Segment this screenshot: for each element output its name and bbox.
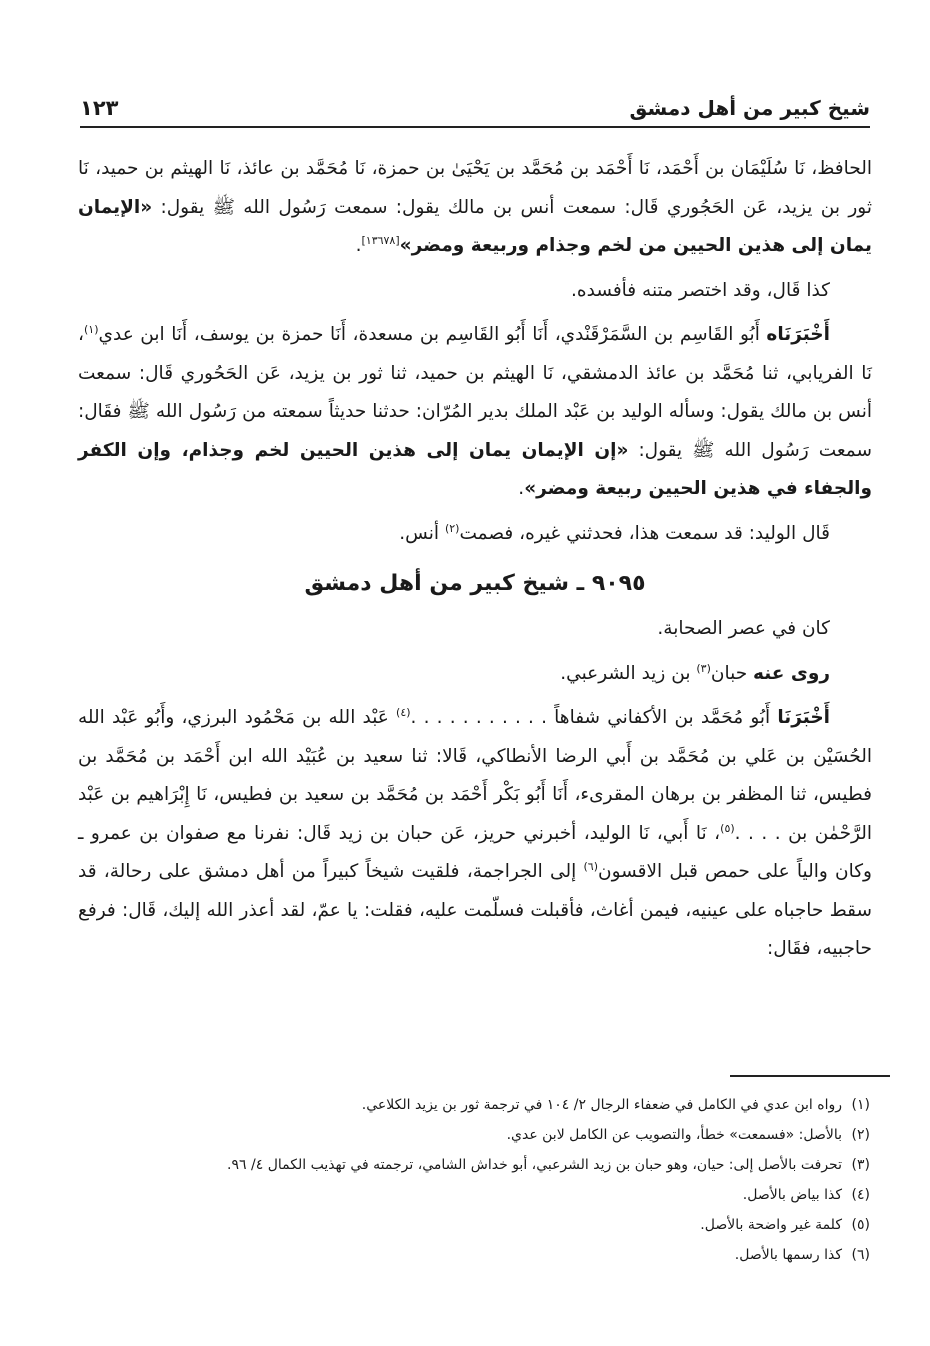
paragraph-6-text-b: بن زيد الشرعبي. (560, 662, 691, 684)
footnote-item (80, 1180, 870, 1210)
footnote-ref-2[interactable]: (٢) (444, 521, 460, 535)
paragraph-7-text-c: ، نَا أَبي، نَا الوليد، أخبرني حريز، عَن حبان بن زيد قَال: نفرنا مع صفوان بن عمرو ـ وكان والياً على حمص قبل الاقسون (78, 822, 872, 882)
footnote-number: (٣) (851, 1157, 870, 1173)
paragraph-7-text-b: عَبْد الله بن مَحْمُود البرزي، وأَبُو عَبْد الله الحُسَيْن بن عَلي بن مُحَمَّد بن أَبي الرضا الأنطاكي، قَالا: ثنا سعيد بن عُبَيْد الله ابن أَحْمَد بن مُحَمَّد بن فطيس، ثنا المظفر بن برهان المقرىء، أَنَا أَبُو بَكْر أَحْمَد بن مُحَمَّد بن سعيد بن فطيس، نَا إِبْرَاهيم بن عَبْد الرَّحْمٰن بن . . . . (78, 707, 872, 844)
footnote-item (80, 1150, 870, 1180)
section-heading: ٩٠٩٥ ـ شيخ كبير من أهل دمشق (304, 571, 646, 596)
paragraph-3-text-a: أَبُو القَاسِم بن السَّمَرْقَنْدي، أَنَا أَبُو القَاسِم بن مسعدة، أَنَا حمزة بن يوسف، أَنَا ابن عدي (98, 324, 760, 345)
footnote-number: (٥) (851, 1217, 870, 1233)
paragraph-2: كذا قَال، وقد اختصر متنه فأفسده. (571, 279, 830, 301)
footnote-ref-4[interactable]: (٤) (396, 705, 411, 719)
footnote-text: كذا بياض بالأصل. (742, 1187, 842, 1203)
hadith-quote-2: «إن الإيمان يمان إلى هذين الحيين لخم وجذام، وإن الكفر والجفاء في هذين الحيين ربيعة ومضر» (78, 439, 872, 499)
paragraph-6-text-a: حبان (710, 662, 748, 684)
paragraph-4-text-b: أنس. (399, 522, 440, 544)
hadith-quote-1: «الإيمان يمان إلى هذين الحيين من لخم وجذام وربيعة ومضر» (78, 196, 872, 256)
paragraph-4 (78, 515, 872, 554)
footnote-separator (730, 1075, 890, 1077)
footnote-text: كلمة غير واضحة بالأصل. (700, 1217, 842, 1233)
footnote-ref-5[interactable]: (٥) (720, 821, 735, 835)
footnote-item (80, 1120, 870, 1150)
footnote-text: تحرفت بالأصل إلى: حيان، وهو حبان بن زيد الشرعبي، أبو خداش الشامي، ترجمته في تهذيب الكمال ٤/ ٩٦. (227, 1157, 842, 1173)
footnote-item (80, 1210, 870, 1240)
hadith-reference-number: [١٣٦٧٨] (361, 233, 400, 247)
footnote-item (80, 1090, 870, 1120)
paragraph-3 (78, 316, 872, 509)
footnote-number: (١) (851, 1097, 870, 1113)
paragraph-3-end: . (518, 478, 525, 499)
isnad-lead-word-2: أَخْبَرَنَا (777, 707, 830, 728)
paragraph-7 (78, 699, 872, 969)
narrated-by-label: روى عنه (753, 662, 830, 684)
paragraph-7-text-d: إلى الجراجمة، فلقيت شيخاً كبيراً من أهل دمشق على رحالة، قد سقط حاجباه على عينيه، فيمن أغاث، فأقبلت فسلّمت عليه، فقلت: يا عمّ، لقد أعذر الله إليك، قَال: فرفع حاجبيه، فقَال: (78, 861, 872, 959)
paragraph-3-text-b: ، نَا الفريابي، ثنا مُحَمَّد بن عائذ الدمشقي، نَا الهيثم بن حميد، ثنا ثور بن يزيد، عَن الحَحُوري قَال: سمعت أنس بن مالك يقول: وسأله الوليد بن عَبْد الملك بدير المُرّان: حدثنا حديثاً سمعته من رَسُول الله ﷺ فقَال: سمعت رَسُول الله ﷺ يقول: (78, 324, 872, 461)
paragraph-1-text: الحافظ، نَا سُلَيْمَان بن أَحْمَد، نَا أَحْمَد بن مُحَمَّد بن يَحْيَىٰ بن حمزة، نَا مُحَمَّد بن عائذ، نَا الهيثم بن حميد، نَا ثور بن يزيد، عَن الحَجُوري قَال: سمعت أنس بن مالك يقول: سمعت رَسُول الله ﷺ يقول: (78, 158, 872, 218)
footnote-ref-1[interactable]: (١) (83, 322, 99, 336)
main-text (78, 150, 872, 969)
page-header (80, 86, 870, 128)
footnote-ref-3[interactable]: (٣) (696, 661, 711, 675)
footnote-text: رواه ابن عدي في الكامل في ضعفاء الرجال ٢/ ١٠٤ في ترجمة ثور بن يزيد الكلاعي. (361, 1097, 842, 1113)
footnote-text: كذا رسمها بالأصل. (734, 1247, 842, 1263)
paragraph-4-text-a: قَال الوليد: قد سمعت هذا، فحدثني غيره، فصمت (459, 522, 830, 544)
paragraph-5: كان في عصر الصحابة. (657, 618, 830, 639)
isnad-lead-word: أَخْبَرَنَاه (766, 324, 830, 345)
footnote-number: (٦) (851, 1247, 870, 1263)
footnote-text: بالأصل: «فسمعت» خطأ، والتصويب عن الكامل لابن عدي. (506, 1127, 842, 1143)
page-number: ١٢٣ (80, 96, 119, 120)
paragraph-6 (78, 655, 872, 694)
footnote-item (80, 1240, 870, 1270)
paragraph-1: الحافظ، نَا سُلَيْمَان بن أَحْمَد، نَا أَحْمَد بن مُحَمَّد بن يَحْيَىٰ بن حمزة، نَا مُحَمَّد بن عائذ، نَا الهيثم بن حميد، نَا ثور بن يزيد، عَن الحَجُوري قَال: سمعت أنس بن مالك يقول: سمعت رَسُول الله ﷺ يقول: «الإيمان يمان إلى هذين الحيين من لخم وجذام وربيعة ومضر»[١٣٦٧٨]. (78, 158, 872, 256)
footnote-number: (٢) (851, 1127, 870, 1143)
footnotes (80, 1090, 870, 1270)
running-title: شيخ كبير من أهل دمشق (629, 96, 870, 120)
paragraph-7-text-a: أَبُو مُحَمَّد بن الأكفاني شفاهاً . . . . . . . . . . . (410, 707, 771, 728)
footnote-ref-6[interactable]: (٦) (583, 859, 598, 873)
footnote-number: (٤) (851, 1187, 870, 1203)
